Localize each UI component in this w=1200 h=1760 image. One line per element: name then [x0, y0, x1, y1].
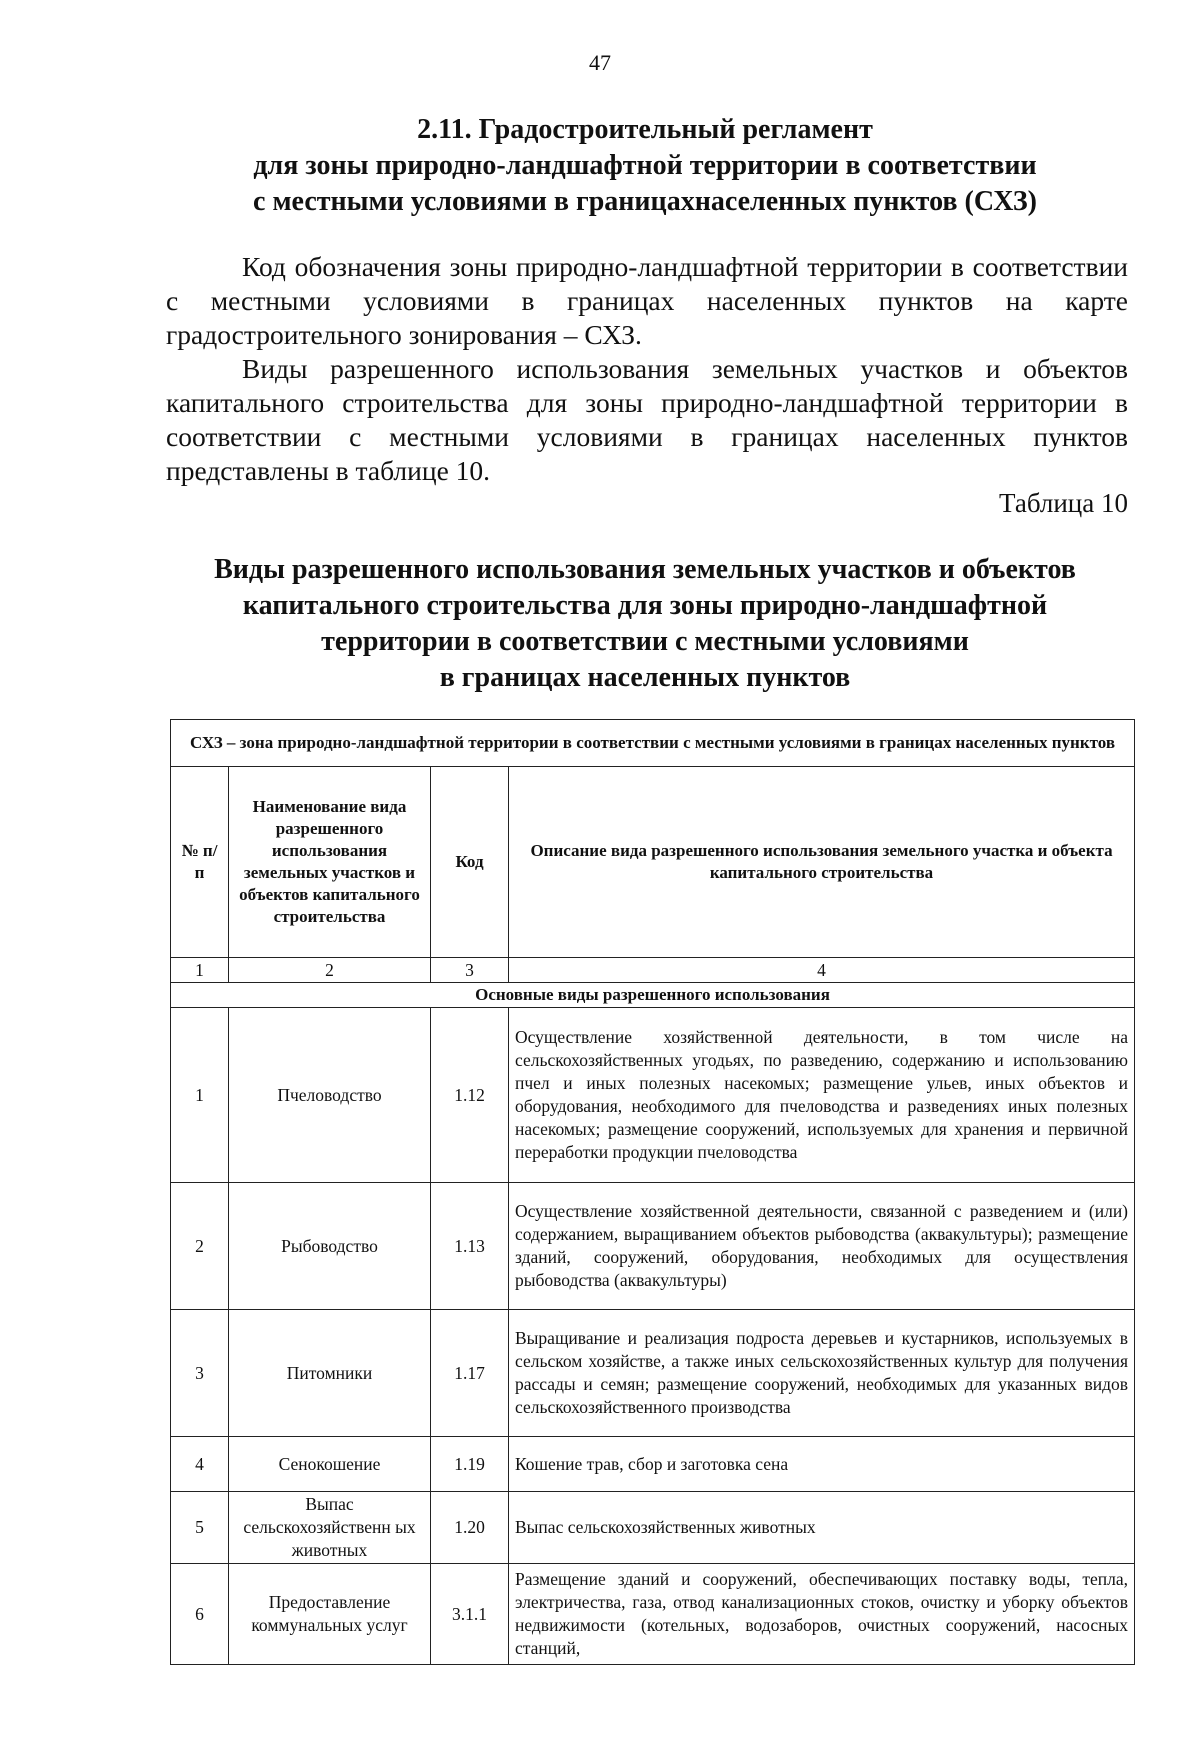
section-heading-line-3: с местными условиями в границахнаселенных пунктов (СХЗ)	[253, 186, 1037, 217]
row-use-name: Выпас сельскохозяйственн ых животных	[229, 1492, 431, 1564]
row-use-name: Предоставление коммунальных услуг	[229, 1564, 431, 1665]
row-code: 3.1.1	[431, 1564, 509, 1665]
row-number: 2	[171, 1183, 229, 1310]
column-header-code: Код	[431, 767, 509, 958]
row-code: 1.20	[431, 1492, 509, 1564]
row-number: 3	[171, 1310, 229, 1437]
row-use-name: Пчеловодство	[229, 1008, 431, 1183]
section-label: Основные виды разрешенного использования	[171, 983, 1135, 1008]
table-title-line-4: в границах населенных пунктов	[439, 662, 851, 693]
row-code: 1.13	[431, 1183, 509, 1310]
column-header-num: № п/п	[171, 767, 229, 958]
table-label: Таблица 10	[999, 488, 1128, 518]
row-code: 1.12	[431, 1008, 509, 1183]
row-number: 5	[171, 1492, 229, 1564]
row-description: Кошение трав, сбор и заготовка сена	[509, 1437, 1135, 1492]
row-use-name: Сенокошение	[229, 1437, 431, 1492]
row-use-name: Питомники	[229, 1310, 431, 1437]
table-row	[171, 1564, 1135, 1665]
page-number: 47	[589, 50, 611, 75]
row-use-name: Рыбоводство	[229, 1183, 431, 1310]
table-row	[171, 1183, 1135, 1310]
zone-header-cell: СХЗ – зона природно-ландшафтной территории в соответствии с местными условиями в границах населенных пунктов	[171, 720, 1135, 767]
table-title-line-3: территории в соответствии с местными условиями	[321, 626, 969, 657]
column-number-row	[171, 958, 1135, 983]
section-row	[171, 983, 1135, 1008]
column-header-row	[171, 767, 1135, 958]
column-number: 3	[431, 958, 509, 983]
permitted-uses-paragraph: Виды разрешенного использования земельных участков и объектов капитального строительства для зоны природно-ландшафтной территории в соответствии с местными условиями в границах населенных пунктов представлены в таблице 10.	[166, 353, 1128, 486]
section-heading-line-2: для зоны природно-ландшафтной территории в соответствии	[253, 150, 1037, 181]
column-number: 2	[229, 958, 431, 983]
permitted-uses-table	[170, 719, 1135, 1665]
table-row	[171, 1008, 1135, 1183]
column-number: 1	[171, 958, 229, 983]
table-title-line-2: капитального строительства для зоны природно-ландшафтной	[242, 590, 1048, 621]
table-title	[150, 552, 1140, 696]
table-title-line-1: Виды разрешенного использования земельных участков и объектов	[214, 554, 1076, 585]
section-heading	[150, 112, 1140, 220]
column-number: 4	[509, 958, 1135, 983]
row-description: Выпас сельскохозяйственных животных	[509, 1492, 1135, 1564]
row-description: Размещение зданий и сооружений, обеспечивающих поставку воды, тепла, электричества, газа, отвод канализационных стоков, очистку и уборку объектов недвижимости (котельных, водозаборов, очистных сооружений, насосных станций,	[509, 1564, 1135, 1665]
table-row	[171, 1492, 1135, 1564]
row-number: 6	[171, 1564, 229, 1665]
row-code: 1.19	[431, 1437, 509, 1492]
section-heading-line-1: 2.11. Градостроительный регламент	[417, 114, 873, 145]
table-row	[171, 1310, 1135, 1437]
zone-code-paragraph: Код обозначения зоны природно-ландшафтной территории в соответствии с местными условиями в границах населенных пунктов на карте градостроительного зонирования – СХЗ.	[166, 251, 1128, 350]
row-description: Осуществление хозяйственной деятельности, в том числе на сельскохозяйственных угодьях, по разведению, содержанию и использованию пчел и иных полезных насекомых; размещение ульев, иных объектов и оборудования, необходимого для пчеловодства и разведениях иных полезных насекомых; размещение сооружений, используемых для хранения и первичной переработки продукции пчеловодства	[509, 1008, 1135, 1183]
row-description: Осуществление хозяйственной деятельности, связанной с разведением и (или) содержанием, выращиванием объектов рыбоводства (аквакультуры); размещение зданий, сооружений, оборудования, необходимых для осуществления рыбоводства (аквакультуры)	[509, 1183, 1135, 1310]
zone-header-row	[171, 720, 1135, 767]
column-header-name: Наименование вида разрешенного использования земельных участков и объектов капитального строительства	[229, 767, 431, 958]
row-number: 1	[171, 1008, 229, 1183]
row-number: 4	[171, 1437, 229, 1492]
table-row	[171, 1437, 1135, 1492]
row-description: Выращивание и реализация подроста деревьев и кустарников, используемых в сельском хозяйстве, а также иных сельскохозяйственных культур для получения рассады и семян; размещение сооружений, необходимых для указанных видов сельскохозяйственного производства	[509, 1310, 1135, 1437]
row-code: 1.17	[431, 1310, 509, 1437]
column-header-desc: Описание вида разрешенного использования земельного участка и объекта капитального строительства	[509, 767, 1135, 958]
